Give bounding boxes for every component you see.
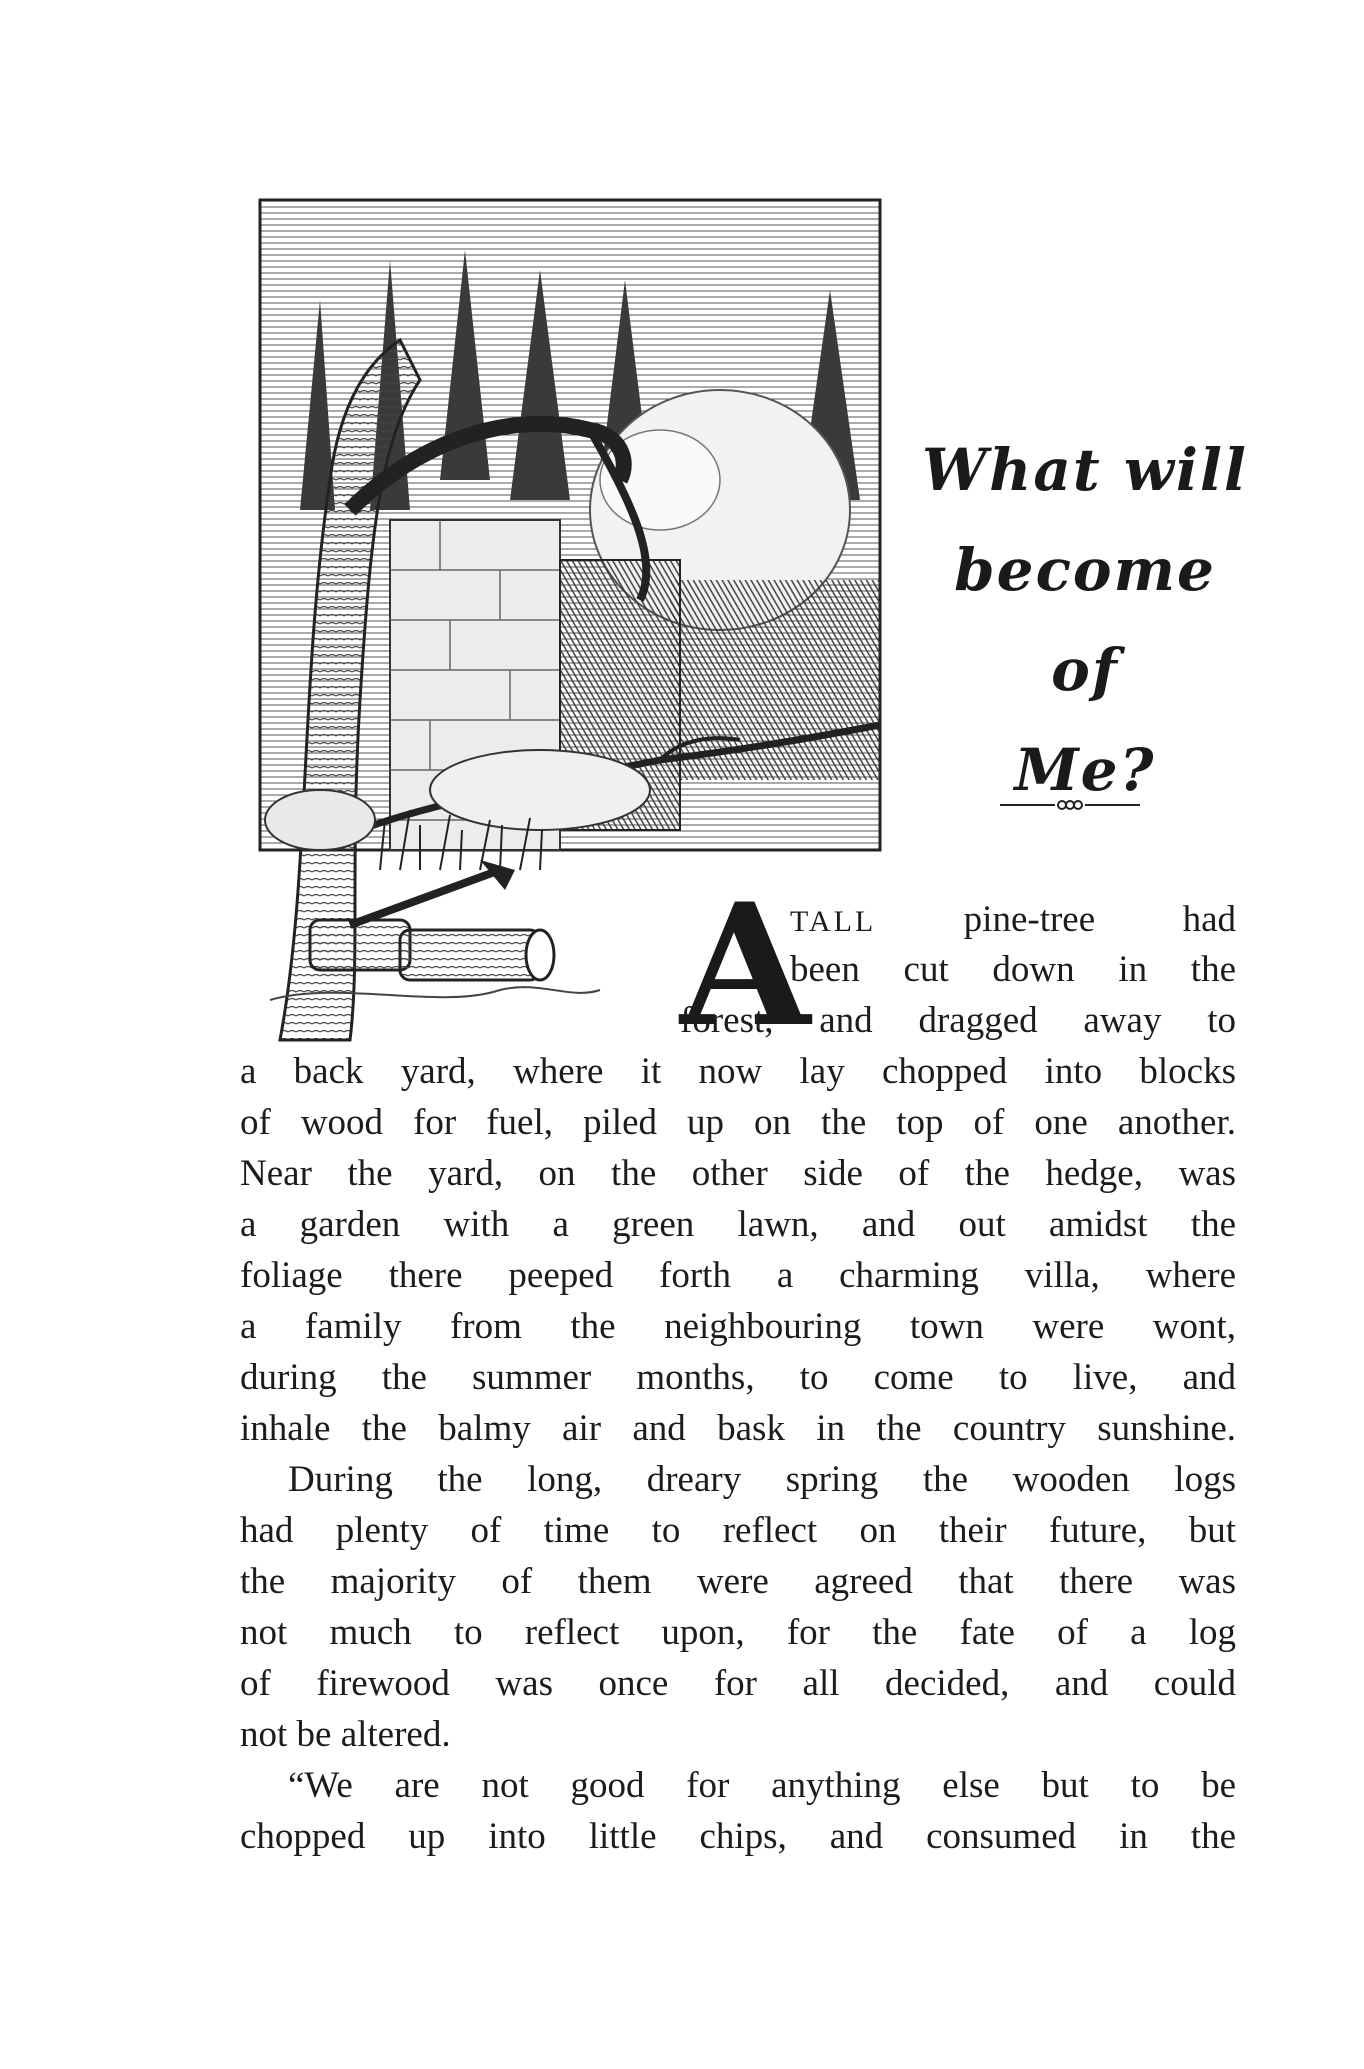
text-line: had plenty of time to reflect on their future, but	[240, 1510, 1236, 1551]
title-line: become of	[954, 536, 1216, 704]
chapter-title	[920, 420, 1250, 820]
text-line: chopped up into little chips, and consumed in the	[240, 1816, 1236, 1857]
first-word: TALL	[790, 905, 877, 938]
text-line: “We are not good for anything else but to be	[288, 1765, 1236, 1806]
text-line: foliage there peeped forth a charming villa, where	[240, 1255, 1236, 1296]
text-line: the majority of them were agreed that there was	[240, 1561, 1236, 1602]
line-text: pine-tree had	[963, 899, 1236, 940]
text-line: of firewood was once for all decided, and could	[240, 1663, 1236, 1704]
text-line: not be altered.	[240, 1714, 451, 1755]
text-line: forest, and dragged away to	[680, 1000, 1236, 1041]
text-line: been cut down in the	[790, 949, 1236, 990]
text-line: a back yard, where it now lay chopped into blocks	[240, 1051, 1236, 1092]
text-line: of wood for fuel, piled up on the top of one another.	[240, 1102, 1236, 1143]
text-line: During the long, dreary spring the wooden logs	[288, 1459, 1236, 1500]
text-line: a garden with a green lawn, and out amidst the	[240, 1204, 1236, 1245]
text-line: Near the yard, on the other side of the hedge, was	[240, 1153, 1236, 1194]
text-line: a family from the neighbouring town were wont,	[240, 1306, 1236, 1347]
text-line	[790, 895, 1236, 947]
title-line: What will	[922, 436, 1248, 504]
ornament-divider-icon	[1000, 795, 1140, 815]
drop-cap: A	[680, 866, 811, 1064]
text-line: not much to reflect upon, for the fate of a log	[240, 1612, 1236, 1653]
text-line: during the summer months, to come to live, and	[240, 1357, 1236, 1398]
title-line: Me?	[1014, 736, 1156, 804]
text-line: inhale the balmy air and bask in the country sunshine.	[240, 1408, 1236, 1449]
